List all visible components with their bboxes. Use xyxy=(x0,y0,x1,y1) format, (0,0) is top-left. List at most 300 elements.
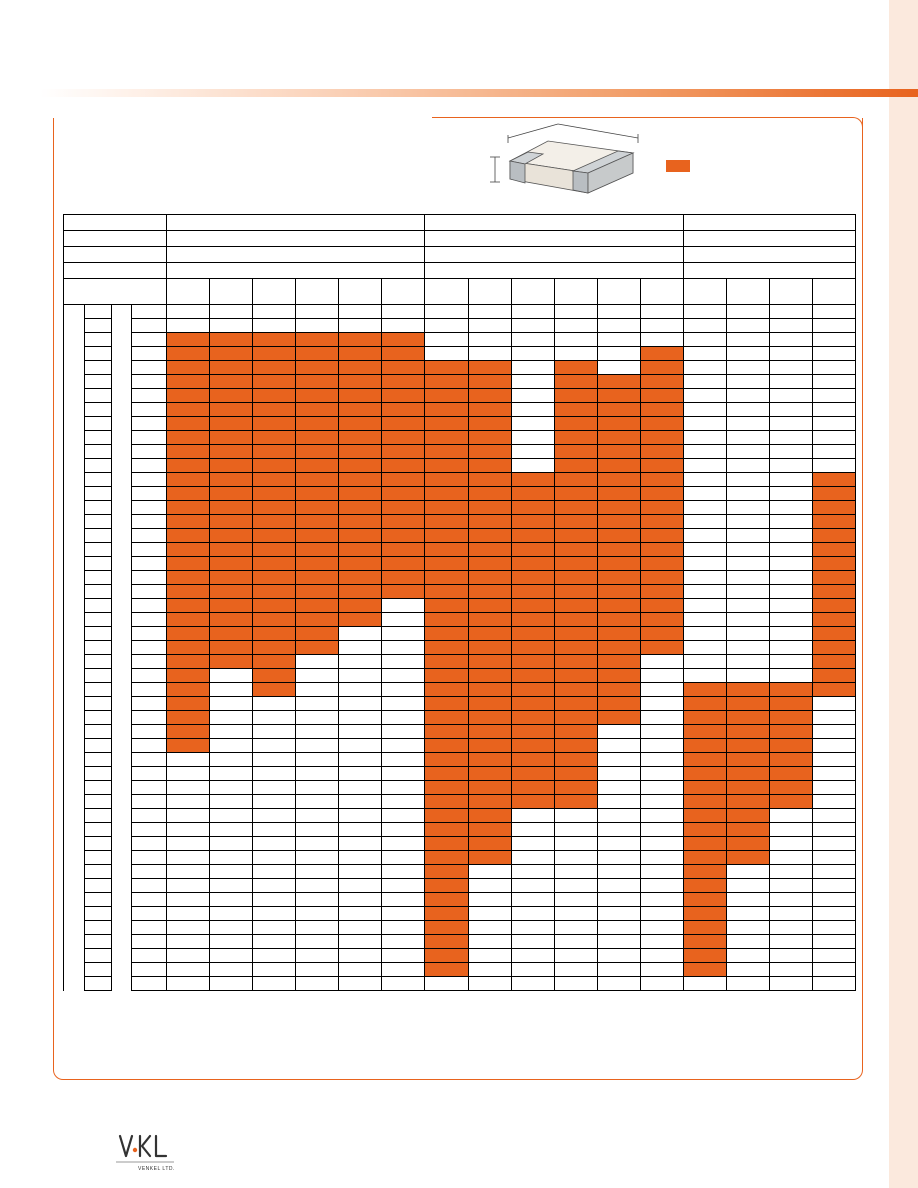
grid-cell xyxy=(813,949,856,963)
grid-cell xyxy=(770,613,813,627)
grid-cell xyxy=(167,795,210,809)
grid-cell xyxy=(468,963,511,977)
grid-cell-available xyxy=(597,473,640,487)
grid-cell xyxy=(813,417,856,431)
grid-cell xyxy=(382,893,425,907)
grid-cell-available xyxy=(813,571,856,585)
grid-cell-available xyxy=(382,375,425,389)
grid-cell xyxy=(726,599,769,613)
grid-cell xyxy=(253,753,296,767)
grid-cell-available xyxy=(770,711,813,725)
grid-cell-available xyxy=(339,529,382,543)
grid-cell xyxy=(296,305,339,319)
grid-cell-available xyxy=(597,599,640,613)
grid-cell xyxy=(640,795,683,809)
grid-cell xyxy=(813,893,856,907)
grid-cell xyxy=(640,683,683,697)
grid-cell xyxy=(597,347,640,361)
grid-cell xyxy=(339,697,382,711)
grid-cell-available xyxy=(468,767,511,781)
grid-cell-available xyxy=(425,613,468,627)
grid-row xyxy=(64,711,856,725)
grid-row-label-cell xyxy=(85,501,112,515)
grid-cell-available xyxy=(683,893,726,907)
grid-cell xyxy=(597,851,640,865)
grid-cell xyxy=(640,305,683,319)
grid-cell-available xyxy=(167,725,210,739)
grid-cell xyxy=(511,445,554,459)
grid-cell-available xyxy=(167,627,210,641)
grid-cell-available xyxy=(511,487,554,501)
grid-cell xyxy=(554,907,597,921)
grid-cell xyxy=(511,935,554,949)
grid-cell xyxy=(339,319,382,333)
grid-cell xyxy=(511,879,554,893)
grid-cell-available xyxy=(554,473,597,487)
grid-row-label-cell xyxy=(132,725,167,739)
grid-cell xyxy=(683,417,726,431)
grid-cell-available xyxy=(468,515,511,529)
grid-cell xyxy=(339,767,382,781)
grid-column-header-cell xyxy=(425,279,468,305)
grid-cell xyxy=(210,305,253,319)
grid-cell-available xyxy=(554,389,597,403)
grid-cell-available xyxy=(640,417,683,431)
grid-cell-available xyxy=(554,543,597,557)
grid-cell-available xyxy=(683,767,726,781)
grid-row-label-cell xyxy=(64,921,85,935)
grid-cell-available xyxy=(339,571,382,585)
grid-row-label-cell xyxy=(85,823,112,837)
grid-cell xyxy=(554,305,597,319)
grid-cell xyxy=(339,655,382,669)
grid-row-label-cell xyxy=(132,613,167,627)
grid-cell-available xyxy=(597,655,640,669)
grid-row-label-cell xyxy=(132,795,167,809)
grid-row-label-cell xyxy=(132,655,167,669)
grid-row-label-cell xyxy=(112,585,132,599)
grid-cell xyxy=(683,669,726,683)
grid-row xyxy=(64,837,856,851)
grid-cell xyxy=(167,865,210,879)
grid-cell-available xyxy=(683,809,726,823)
grid-cell xyxy=(770,865,813,879)
grid-cell-available xyxy=(683,921,726,935)
grid-cell xyxy=(468,879,511,893)
grid-cell-available xyxy=(382,501,425,515)
grid-cell-available xyxy=(382,431,425,445)
grid-row-label-cell xyxy=(112,655,132,669)
grid-cell xyxy=(296,809,339,823)
grid-row xyxy=(64,599,856,613)
grid-cell-available xyxy=(640,613,683,627)
grid-cell-available xyxy=(167,669,210,683)
grid-cell xyxy=(167,305,210,319)
grid-row-label-cell xyxy=(112,781,132,795)
grid-cell xyxy=(425,333,468,347)
grid-cell-available xyxy=(296,515,339,529)
grid-cell xyxy=(296,319,339,333)
grid-row-label-cell xyxy=(85,725,112,739)
grid-cell-available xyxy=(554,515,597,529)
grid-cell xyxy=(726,977,769,991)
grid-cell xyxy=(210,963,253,977)
grid-cell xyxy=(554,809,597,823)
grid-cell-available xyxy=(511,557,554,571)
grid-cell xyxy=(683,977,726,991)
grid-cell-available xyxy=(726,851,769,865)
grid-row-label-cell xyxy=(132,319,167,333)
grid-cell-available xyxy=(210,459,253,473)
grid-cell xyxy=(210,319,253,333)
grid-cell-available xyxy=(597,375,640,389)
grid-cell-available xyxy=(167,375,210,389)
grid-row-label-cell xyxy=(132,403,167,417)
grid-cell-available xyxy=(210,529,253,543)
grid-header-row xyxy=(64,247,856,263)
grid-cell xyxy=(597,949,640,963)
grid-cell-available xyxy=(167,361,210,375)
grid-row-label-cell xyxy=(64,431,85,445)
grid-row-label-cell xyxy=(64,767,85,781)
grid-cell-available xyxy=(597,711,640,725)
grid-column-header-cell xyxy=(468,279,511,305)
grid-cell-available xyxy=(339,403,382,417)
grid-cell xyxy=(726,655,769,669)
grid-row-label-cell xyxy=(85,795,112,809)
grid-cell xyxy=(813,907,856,921)
grid-cell xyxy=(726,669,769,683)
grid-cell-available xyxy=(468,585,511,599)
grid-cell-available xyxy=(253,641,296,655)
grid-cell-available xyxy=(167,403,210,417)
grid-cell-available xyxy=(210,473,253,487)
grid-cell-available xyxy=(253,585,296,599)
grid-cell xyxy=(770,319,813,333)
grid-cell xyxy=(296,977,339,991)
grid-cell xyxy=(597,893,640,907)
grid-column-header-cell xyxy=(253,279,296,305)
grid-cell xyxy=(468,935,511,949)
grid-cell-available xyxy=(425,599,468,613)
grid-row-label-cell xyxy=(64,375,85,389)
grid-cell-available xyxy=(554,571,597,585)
grid-cell-available xyxy=(597,613,640,627)
grid-cell-available xyxy=(167,501,210,515)
grid-cell xyxy=(253,725,296,739)
grid-cell xyxy=(382,809,425,823)
grid-row-label-cell xyxy=(132,739,167,753)
grid-row-label-cell xyxy=(85,361,112,375)
grid-column-header-cell xyxy=(167,279,210,305)
grid-row-label-cell xyxy=(112,347,132,361)
grid-cell-available xyxy=(726,739,769,753)
grid-cell-available xyxy=(210,585,253,599)
grid-cell-available xyxy=(468,823,511,837)
grid-cell xyxy=(726,333,769,347)
grid-cell xyxy=(382,655,425,669)
grid-row-label-cell xyxy=(112,879,132,893)
grid-cell-available xyxy=(382,389,425,403)
grid-cell-available xyxy=(770,795,813,809)
grid-cell-available xyxy=(425,361,468,375)
grid-row xyxy=(64,417,856,431)
grid-cell-available xyxy=(296,361,339,375)
grid-cell-available xyxy=(339,347,382,361)
grid-row-label-cell xyxy=(132,669,167,683)
grid-cell xyxy=(253,795,296,809)
grid-cell xyxy=(253,823,296,837)
grid-cell-available xyxy=(511,669,554,683)
grid-cell-available xyxy=(425,739,468,753)
grid-cell-available xyxy=(253,473,296,487)
grid-cell xyxy=(597,977,640,991)
grid-cell xyxy=(770,851,813,865)
grid-cell-available xyxy=(425,963,468,977)
grid-group-header-cell xyxy=(425,263,683,279)
grid-row-label-cell xyxy=(132,977,167,991)
grid-row-label-cell xyxy=(112,669,132,683)
grid-row-label-cell xyxy=(112,403,132,417)
grid-cell xyxy=(382,711,425,725)
grid-cell-available xyxy=(813,529,856,543)
grid-row-label-cell xyxy=(64,627,85,641)
grid-cell-available xyxy=(640,529,683,543)
grid-cell xyxy=(382,697,425,711)
grid-cell-available xyxy=(253,445,296,459)
grid-cell xyxy=(339,837,382,851)
grid-row-label-cell xyxy=(132,921,167,935)
grid-cell xyxy=(253,809,296,823)
grid-cell-available xyxy=(167,389,210,403)
grid-column-header-cell xyxy=(210,279,253,305)
grid-cell xyxy=(296,921,339,935)
grid-cell-available xyxy=(253,529,296,543)
grid-cell-available xyxy=(468,375,511,389)
grid-cell xyxy=(511,907,554,921)
grid-row-label-cell xyxy=(64,851,85,865)
grid-row-label-cell xyxy=(85,319,112,333)
grid-row-label-cell xyxy=(112,711,132,725)
grid-cell xyxy=(726,571,769,585)
grid-cell xyxy=(640,319,683,333)
grid-row-label-cell xyxy=(112,361,132,375)
grid-cell-available xyxy=(813,585,856,599)
grid-cell xyxy=(813,781,856,795)
grid-row-label-cell xyxy=(132,907,167,921)
grid-cell-available xyxy=(683,753,726,767)
grid-cell-available xyxy=(468,725,511,739)
grid-cell-available xyxy=(813,515,856,529)
grid-cell xyxy=(683,585,726,599)
grid-cell xyxy=(813,389,856,403)
grid-cell-available xyxy=(640,459,683,473)
grid-cell-available xyxy=(640,501,683,515)
grid-cell-available xyxy=(468,669,511,683)
grid-cell xyxy=(382,781,425,795)
grid-cell xyxy=(382,641,425,655)
grid-cell-available xyxy=(511,711,554,725)
grid-cell-available xyxy=(468,837,511,851)
grid-cell xyxy=(813,809,856,823)
grid-cell xyxy=(167,963,210,977)
grid-cell-available xyxy=(468,445,511,459)
grid-cell xyxy=(640,823,683,837)
grid-cell-available xyxy=(468,697,511,711)
grid-cell xyxy=(339,963,382,977)
grid-cell-available xyxy=(554,711,597,725)
grid-cell xyxy=(770,949,813,963)
grid-cell-available xyxy=(813,669,856,683)
grid-cell-available xyxy=(425,879,468,893)
grid-row xyxy=(64,501,856,515)
grid-cell xyxy=(339,977,382,991)
grid-cell xyxy=(511,375,554,389)
grid-cell-available xyxy=(296,389,339,403)
grid-cell xyxy=(770,515,813,529)
grid-cell xyxy=(597,921,640,935)
grid-cell xyxy=(296,669,339,683)
grid-row xyxy=(64,375,856,389)
grid-row-label-cell xyxy=(112,949,132,963)
grid-cell-available xyxy=(597,417,640,431)
grid-cell-available xyxy=(210,361,253,375)
grid-cell xyxy=(640,837,683,851)
grid-cell xyxy=(210,809,253,823)
grid-cell xyxy=(511,809,554,823)
grid-header-row xyxy=(64,231,856,247)
grid-row-label-cell xyxy=(112,683,132,697)
grid-cell-available xyxy=(382,459,425,473)
grid-cell xyxy=(253,711,296,725)
grid-row-label-cell xyxy=(112,599,132,613)
grid-cell xyxy=(339,893,382,907)
grid-cell xyxy=(253,865,296,879)
grid-row-label-cell xyxy=(112,977,132,991)
grid-row-label-cell xyxy=(64,389,85,403)
grid-cell-available xyxy=(253,459,296,473)
grid-row xyxy=(64,697,856,711)
grid-row xyxy=(64,585,856,599)
grid-cell-available xyxy=(339,613,382,627)
grid-cell-available xyxy=(382,361,425,375)
grid-cell xyxy=(167,921,210,935)
grid-cell xyxy=(296,655,339,669)
grid-header-label-cell xyxy=(64,263,167,279)
grid-cell-available xyxy=(167,683,210,697)
content-frame-left-cap xyxy=(53,131,54,139)
grid-cell xyxy=(468,949,511,963)
grid-cell-available xyxy=(511,655,554,669)
grid-cell xyxy=(770,431,813,445)
grid-cell xyxy=(253,879,296,893)
grid-cell xyxy=(683,389,726,403)
grid-cell xyxy=(726,907,769,921)
grid-cell xyxy=(813,445,856,459)
grid-cell xyxy=(726,431,769,445)
grid-row-label-cell xyxy=(112,907,132,921)
grid-header-row xyxy=(64,263,856,279)
grid-row xyxy=(64,557,856,571)
grid-cell xyxy=(770,907,813,921)
grid-cell xyxy=(683,571,726,585)
grid-cell-available xyxy=(468,641,511,655)
grid-cell-available xyxy=(726,711,769,725)
grid-cell-available xyxy=(339,389,382,403)
grid-cell-available xyxy=(425,585,468,599)
grid-row-label-cell xyxy=(132,893,167,907)
grid-cell-available xyxy=(253,375,296,389)
grid-row-label-cell xyxy=(85,515,112,529)
grid-cell xyxy=(726,893,769,907)
grid-row xyxy=(64,487,856,501)
grid-cell-available xyxy=(468,781,511,795)
grid-cell xyxy=(339,921,382,935)
grid-cell xyxy=(597,361,640,375)
grid-row-label-cell xyxy=(64,445,85,459)
grid-cell xyxy=(770,837,813,851)
grid-cell-available xyxy=(597,431,640,445)
grid-cell xyxy=(770,571,813,585)
grid-cell-available xyxy=(210,431,253,445)
grid-cell xyxy=(640,893,683,907)
grid-cell xyxy=(597,907,640,921)
grid-cell-available xyxy=(511,781,554,795)
grid-row-label-cell xyxy=(64,543,85,557)
grid-cell-available xyxy=(253,683,296,697)
grid-row-label-cell xyxy=(85,963,112,977)
grid-cell-available xyxy=(554,683,597,697)
grid-cell-available xyxy=(210,389,253,403)
grid-cell xyxy=(813,459,856,473)
grid-cell-available xyxy=(296,445,339,459)
grid-cell-available xyxy=(210,347,253,361)
grid-cell-available xyxy=(339,543,382,557)
grid-row-label-cell xyxy=(112,837,132,851)
grid-row-label-cell xyxy=(64,795,85,809)
grid-cell-available xyxy=(468,795,511,809)
grid-cell-available xyxy=(425,725,468,739)
grid-column-header-cell xyxy=(554,279,597,305)
grid-cell-available xyxy=(468,557,511,571)
grid-cell-available xyxy=(640,487,683,501)
grid-cell-available xyxy=(425,795,468,809)
grid-cell xyxy=(770,809,813,823)
grid-cell-available xyxy=(425,767,468,781)
grid-cell-available xyxy=(597,571,640,585)
grid-cell-available xyxy=(468,809,511,823)
grid-cell-available xyxy=(296,529,339,543)
grid-row-label-cell xyxy=(132,935,167,949)
grid-cell-available xyxy=(468,403,511,417)
grid-cell-available xyxy=(296,613,339,627)
grid-cell xyxy=(554,949,597,963)
grid-cell-available xyxy=(511,627,554,641)
grid-row-label-cell xyxy=(85,431,112,445)
grid-cell xyxy=(813,725,856,739)
grid-cell-available xyxy=(167,515,210,529)
grid-group-header-cell xyxy=(683,263,855,279)
grid-cell xyxy=(813,865,856,879)
grid-cell xyxy=(770,445,813,459)
grid-row-label-cell xyxy=(112,697,132,711)
grid-row-label-cell xyxy=(64,949,85,963)
grid-cell xyxy=(726,557,769,571)
grid-cell xyxy=(683,445,726,459)
grid-cell xyxy=(382,683,425,697)
grid-row-label-cell xyxy=(64,459,85,473)
grid-cell-available xyxy=(683,879,726,893)
